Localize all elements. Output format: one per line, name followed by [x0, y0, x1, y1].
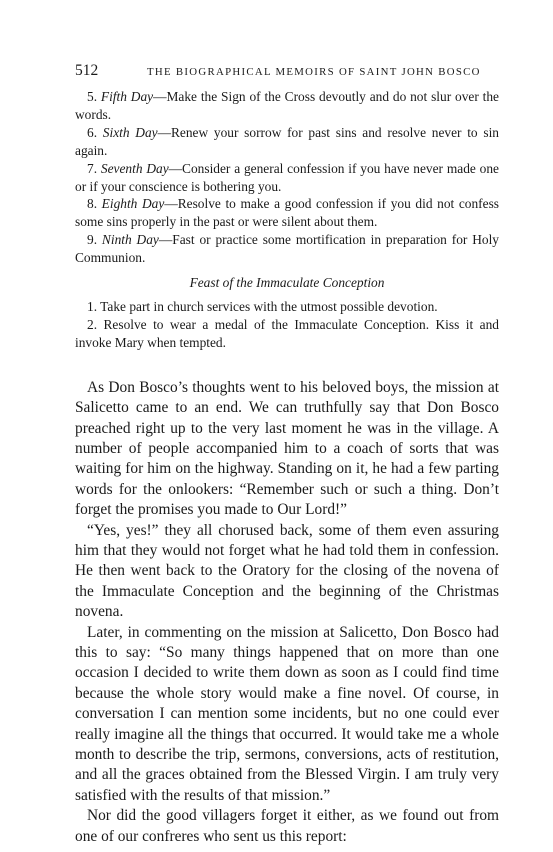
novena-item [75, 231, 499, 267]
novena-item [75, 88, 499, 124]
body-text [75, 378, 499, 847]
item-text: —Consider a general confession if you have never made one or if your conscience is bothering you. [75, 160, 499, 194]
item-text: —Make the Sign of the Cross devoutly and do not slur over the words. [75, 89, 499, 122]
feast-item: 1. Take part in church services with the utmost possible devotion. [87, 298, 438, 314]
running-head: THE BIOGRAPHICAL MEMOIRS OF SAINT JOHN BOSCO [147, 66, 481, 78]
item-number: 6. [87, 124, 98, 140]
item-text: —Fast or practice some mortification in preparation for Holy Communion. [75, 232, 499, 266]
novena-item [75, 160, 499, 196]
body-paragraph: Nor did the good villagers forget it either, as we found out from one of our confreres who sent us this report: [75, 807, 499, 845]
day-label: Seventh Day [100, 160, 169, 176]
item-text: —Resolve to make a good confession if you did not confess some sins properly in the past or were silent about them. [75, 196, 500, 230]
feast-heading: Feast of the Immaculate Conception [189, 275, 385, 291]
day-label: Eighth Day [101, 196, 165, 212]
item-number: 9. [87, 232, 98, 248]
day-label: Ninth Day [101, 232, 159, 248]
item-number: 8. [87, 196, 98, 212]
item-text: —Renew your sorrow for past sins and resolve never to sin again. [75, 124, 499, 158]
item-number: 5. [87, 89, 98, 104]
novena-item [75, 195, 499, 231]
novena-item [75, 124, 499, 160]
feast-item: 2. Resolve to wear a medal of the Immaculate Conception. Kiss it and invoke Mary when tempted. [75, 316, 499, 350]
day-label: Sixth Day [102, 124, 158, 140]
page-number: 512 [75, 62, 99, 79]
body-paragraph: As Don Bosco’s thoughts went to his beloved boys, the mission at Salicetto came to an end. We can truthfully say that Don Bosco preached right up to the very last moment he was in the village. A number of people accompanied him to a coach of sorts that was waiting for him on the highway. Standing on it, he had a few parting words for the onlookers: “Remember such or such a thing. Don’t forget the promises you made to Our Lord!” [75, 378, 499, 519]
body-paragraph: Later, in commenting on the mission at Salicetto, Don Bosco had this to say: “So many things happened that on more than one occasion I decided to write them down as soon as I could find time because the whole story would make a fine novel. Of course, in conversation I can mention some incidents, but no one could ever really imagine all the things that occurred. It would take me a whole month to describe the trip, sermons, conversions, acts of restitution, and all the graces obtained from the Blessed Virgin. I am truly very satisfied with the results of that mission.” [75, 623, 499, 804]
body-paragraph: “Yes, yes!” they all chorused back, some of them even assuring him that they would not forget what he had told them in confession. He then went back to the Oratory for the closing of the novena of the Immaculate Conception and the beginning of the Christmas novena. [75, 521, 499, 621]
item-number: 7. [87, 160, 98, 176]
novena-list [75, 88, 499, 352]
page-header [75, 62, 499, 80]
day-label: Fifth Day [100, 89, 154, 104]
